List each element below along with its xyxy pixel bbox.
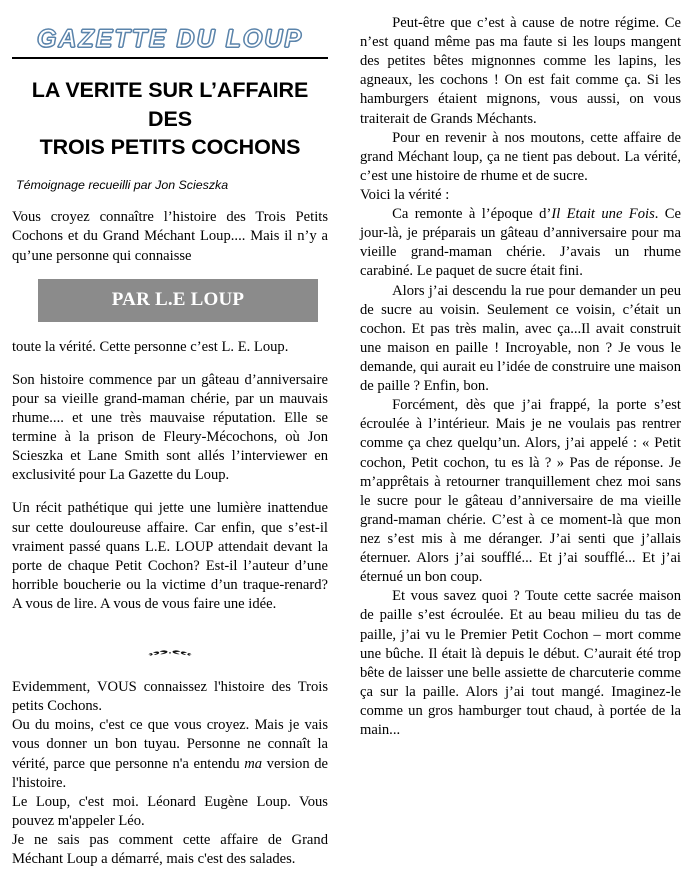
paragraph-regime: Peut-être que c’est à cause de notre régime. Ce n’est quand même pas ma faute si les loups mangent des petites bêtes mignonnes comme les lapins, les agneaux, les cochons ! On est fait comme ça. Si les hamburgers étaient mignons, vous aussi, on vous traiterait de Grands Méchants.: [360, 15, 681, 127]
masthead-title: GAZETTE DU LOUP: [36, 25, 304, 53]
right-column-body: [360, 14, 681, 740]
paragraph-ou-du-moins: [12, 716, 328, 792]
emphasis-ma: ma: [244, 755, 263, 772]
headline-line-2: TROIS PETITS COCHONS: [39, 135, 301, 159]
left-column-body: [12, 208, 328, 265]
paragraph-descendu-la-rue: Alors j’ai descendu la rue pour demander un peu de sucre au voisin. Seulement ce voisin, c’était un cochon. Et pas très malin, avec ça...Il avait construit une maison en paille ! Incroyable, non ? Je vous le demande, qui aurait eu l’idée de construire une maison de paille ? Enfin, bon.: [360, 282, 681, 395]
right-column: [358, 0, 695, 740]
headline-line-1: LA VERITE SUR L’AFFAIRE DES: [31, 78, 309, 131]
masthead: [12, 26, 328, 59]
masthead-rule: [12, 57, 328, 59]
paragraph-il-etait-une-fois: [360, 205, 681, 281]
intro-paragraph-before-callout: Vous croyez connaître l’histoire des Trois Petits Cochons et du Grand Méchant Loup.... Mais il n’y a qu’une personne qui connaisse: [12, 209, 328, 264]
paragraph-evidemment: Evidemment, VOUS connaissez l'histoire des Trois petits Cochons.: [12, 679, 328, 715]
paragraph-epoque-part1: Ca remonte à l’époque d’: [392, 206, 552, 223]
callout-box-par-le-loup: PAR L.E LOUP: [38, 279, 318, 322]
byline: Témoignage recueilli par Jon Scieszka: [16, 178, 229, 193]
left-column: [0, 0, 340, 869]
paragraph-le-loup-cest-moi: Le Loup, c'est moi. Léonard Eugène Loup. Vous pouvez m'appeler Léo.: [12, 793, 328, 829]
intro-paragraph-after-callout: toute la vérité. Cette personne c’est L. E. Loup.: [12, 338, 289, 355]
left-column-body-after-ornament: [12, 678, 328, 869]
paragraph-voici-la-verite: Voici la vérité :: [360, 186, 450, 203]
paragraph-je-ne-sais-pas: Je ne sais pas comment cette affaire de Grand Méchant Loup a démarré, mais c'est des salades.: [12, 832, 328, 868]
paragraph-ou-du-moins-part2: version de l'histoire.: [12, 755, 328, 791]
paragraph-et-vous-savez-quoi: Et vous savez quoi ? Toute cette sacrée maison de paille s’est écroulée. Et au beau milieu du tas de paille, j’ai vu le Premier Petit Cochon – mort comme une bûche. Il était là depuis le début. C’aurait été trop bête de laisser une belle assiette de charcuterie comme ça sur la paille. Alors j’ai tout mangé. Imaginez-le comme un gros hamburger tout chaud, à portée de la main...: [360, 588, 681, 739]
emphasis-il-etait-une-fois: Il Etait une Fois: [551, 206, 655, 223]
floral-ornament-divider: [12, 644, 328, 662]
left-column-body-continued: [12, 338, 328, 614]
paragraph-ou-du-moins-part1: Ou du moins, c'est ce que vous croyez. Mais je vais vous donner un bon tuyau. Personne ne connaît la vérité, parce que personne n'a entendu: [12, 717, 328, 772]
paragraph-la-porte: Forcément, dès que j’ai frappé, la porte s’est écroulée à l’intérieur. Mais je ne voulais pas rentrer comme ça chez quelqu’un. Alors, j’ai appelé : « Petit cochon, Petit cochon, tu es là ? » Pas de réponse. Je m’apprêtais à retourner tranquillement chez moi sans le sucre pour le gâteau d’anniversaire de ma vieille grand-maman chérie. C’est à ce moment-là que mon nez s’est mis à me déranger. J’ai senti que j’allais éternuer. Alors j’ai soufflé... Et j’ai soufflé... Et j’ai éternué un bon coup.: [360, 397, 681, 586]
page-title: [16, 76, 324, 161]
paragraph-recit: Un récit pathétique qui jette une lumière inattendue sur cette douloureuse affaire. Car enfin, que s’est-il vraiment passé quans L.E. LOUP attendait devant la porte de chaque Petit Cochon? Est-il l’auteur d’une horrible boucherie ou la victime d’un traque-renard? A vous de lire. A vous de vous faire une idée.: [12, 500, 328, 613]
paragraph-nos-moutons: Pour en revenir à nos moutons, cette affaire de grand Méchant loup, ça ne tient pas debout. La vérité, c’est une histoire de rhume et de sucre.: [360, 129, 681, 184]
paragraph-histoire: Son histoire commence par un gâteau d’anniversaire pour sa vieille grand-maman chérie, par un mauvais rhume.... et une très mauvaise réputation. Elle se termine à la prison de Fleury-Mécochons, où Jon Scieszka et Lane Smith sont allés l’interviewer en exclusivité pour La Gazette du Loup.: [12, 371, 328, 484]
paragraph-epoque-part2: . Ce jour-là, je préparais un gâteau d’anniversaire pour ma vieille grand-maman chérie. J’avais un rhume carabiné. Le paquet de sucre était fini.: [360, 206, 681, 280]
